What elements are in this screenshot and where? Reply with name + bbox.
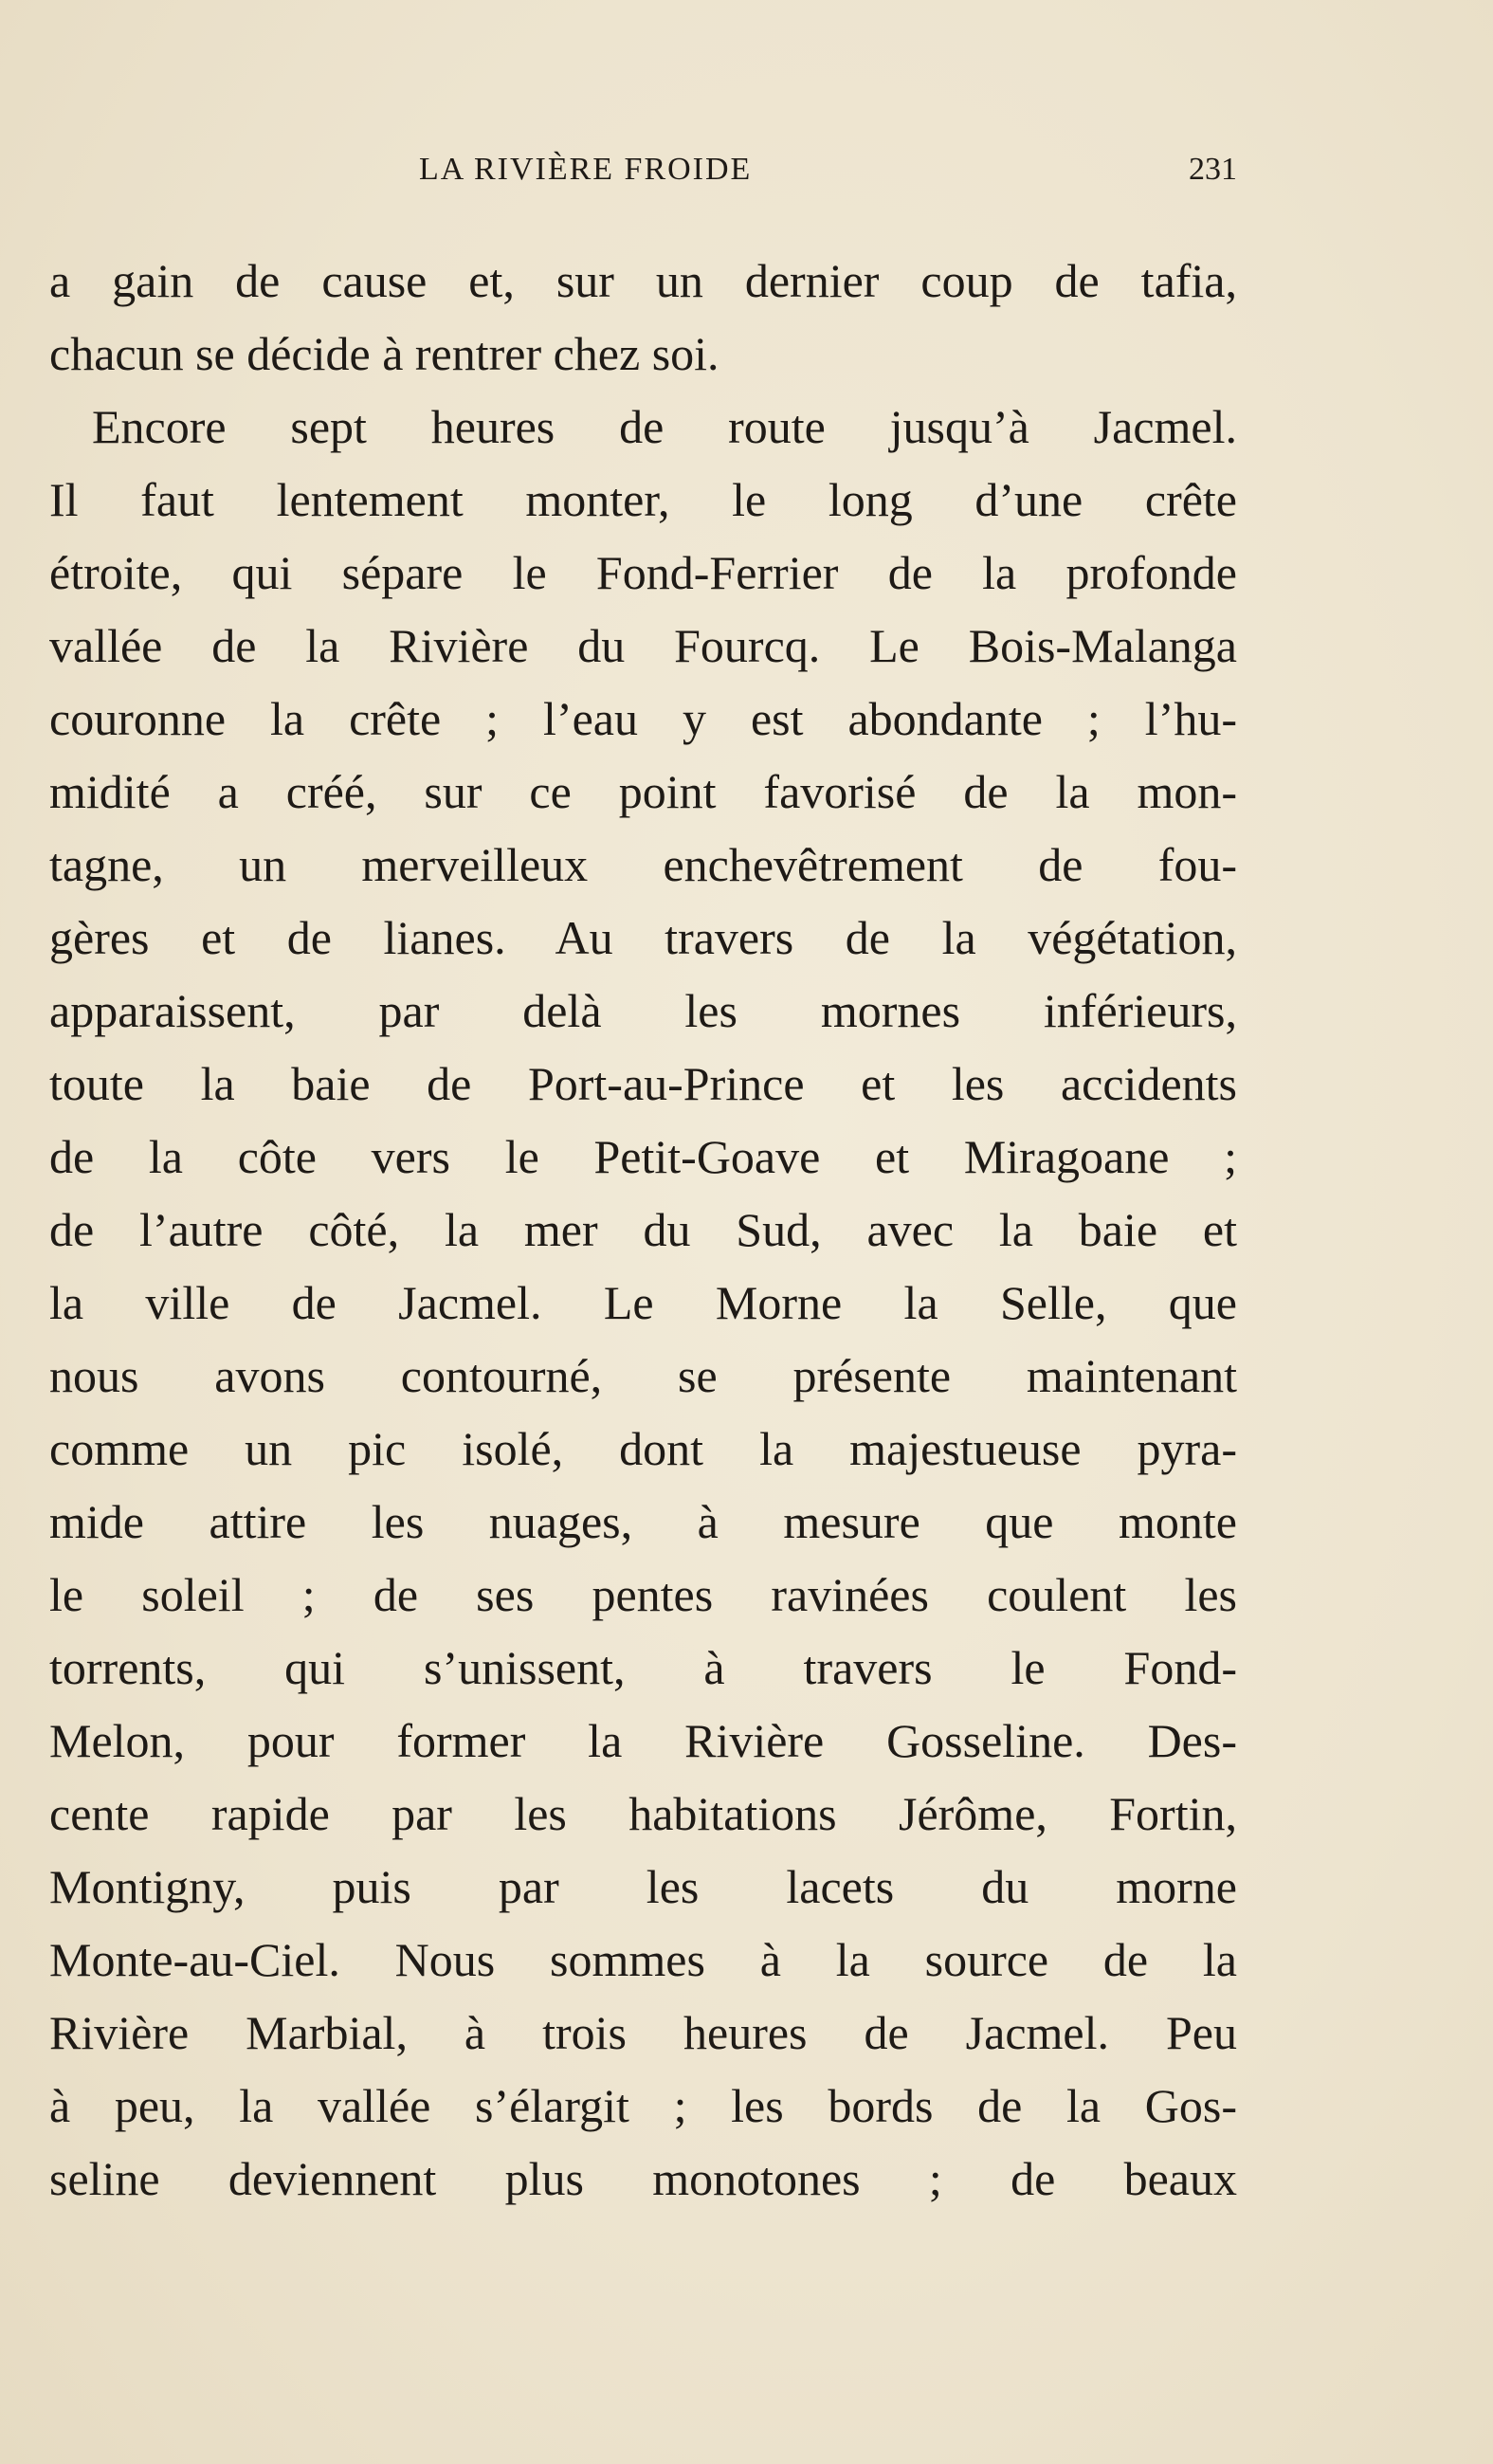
text-line: Monte-au-Ciel. Nous sommes à la source de la (49, 1933, 1237, 1986)
text-line: apparaissent, par delà les mornes inférieurs, (49, 984, 1237, 1037)
text-line: de la côte vers le Petit-Goave et Miragoane ; (49, 1130, 1237, 1183)
text-line: étroite, qui sépare le Fond-Ferrier de la profonde (49, 546, 1237, 599)
text-line: nous avons contourné, se présente maintenant (49, 1349, 1237, 1402)
text-line: le soleil ; de ses pentes ravinées coulent les (49, 1568, 1237, 1621)
text-line: toute la baie de Port-au-Prince et les accidents (49, 1057, 1237, 1110)
text-line: vallée de la Rivière du Fourcq. Le Bois-Malanga (49, 619, 1237, 672)
text-line: seline deviennent plus monotones ; de beaux (49, 2152, 1237, 2205)
text-line: mide attire les nuages, à mesure que monte (49, 1495, 1237, 1548)
body-text (49, 245, 1237, 2216)
text-line: midité a créé, sur ce point favorisé de la mon- (49, 765, 1237, 818)
text-line: à peu, la vallée s’élargit ; les bords de la Gos- (49, 2079, 1237, 2132)
text-line: couronne la crête ; l’eau y est abondante ; l’hu- (49, 692, 1237, 745)
page-header (49, 152, 1237, 199)
text-line: Rivière Marbial, à trois heures de Jacmel. Peu (49, 2006, 1237, 2059)
running-title: LA RIVIÈRE FROIDE (419, 152, 753, 187)
text-line: de l’autre côté, la mer du Sud, avec la baie et (49, 1203, 1237, 1256)
page-number: 231 (1189, 152, 1237, 187)
text-line: Encore sept heures de route jusqu’à Jacmel. (92, 400, 1237, 453)
text-line: Montigny, puis par les lacets du morne (49, 1860, 1237, 1913)
text-line: la ville de Jacmel. Le Morne la Selle, que (49, 1276, 1237, 1329)
text-line: tagne, un merveilleux enchevêtrement de fou- (49, 838, 1237, 891)
text-line: Il faut lentement monter, le long d’une crête (49, 473, 1237, 526)
text-line: gères et de lianes. Au travers de la végétation, (49, 911, 1237, 964)
text-line: a gain de cause et, sur un dernier coup de tafia, (49, 254, 1237, 307)
text-line: chacun se décide à rentrer chez soi. (49, 327, 719, 380)
text-line: cente rapide par les habitations Jérôme, Fortin, (49, 1787, 1237, 1840)
text-line: Melon, pour former la Rivière Gosseline. Des- (49, 1714, 1237, 1767)
text-line: comme un pic isolé, dont la majestueuse pyra- (49, 1422, 1237, 1475)
text-line: torrents, qui s’unissent, à travers le Fond- (49, 1641, 1237, 1694)
